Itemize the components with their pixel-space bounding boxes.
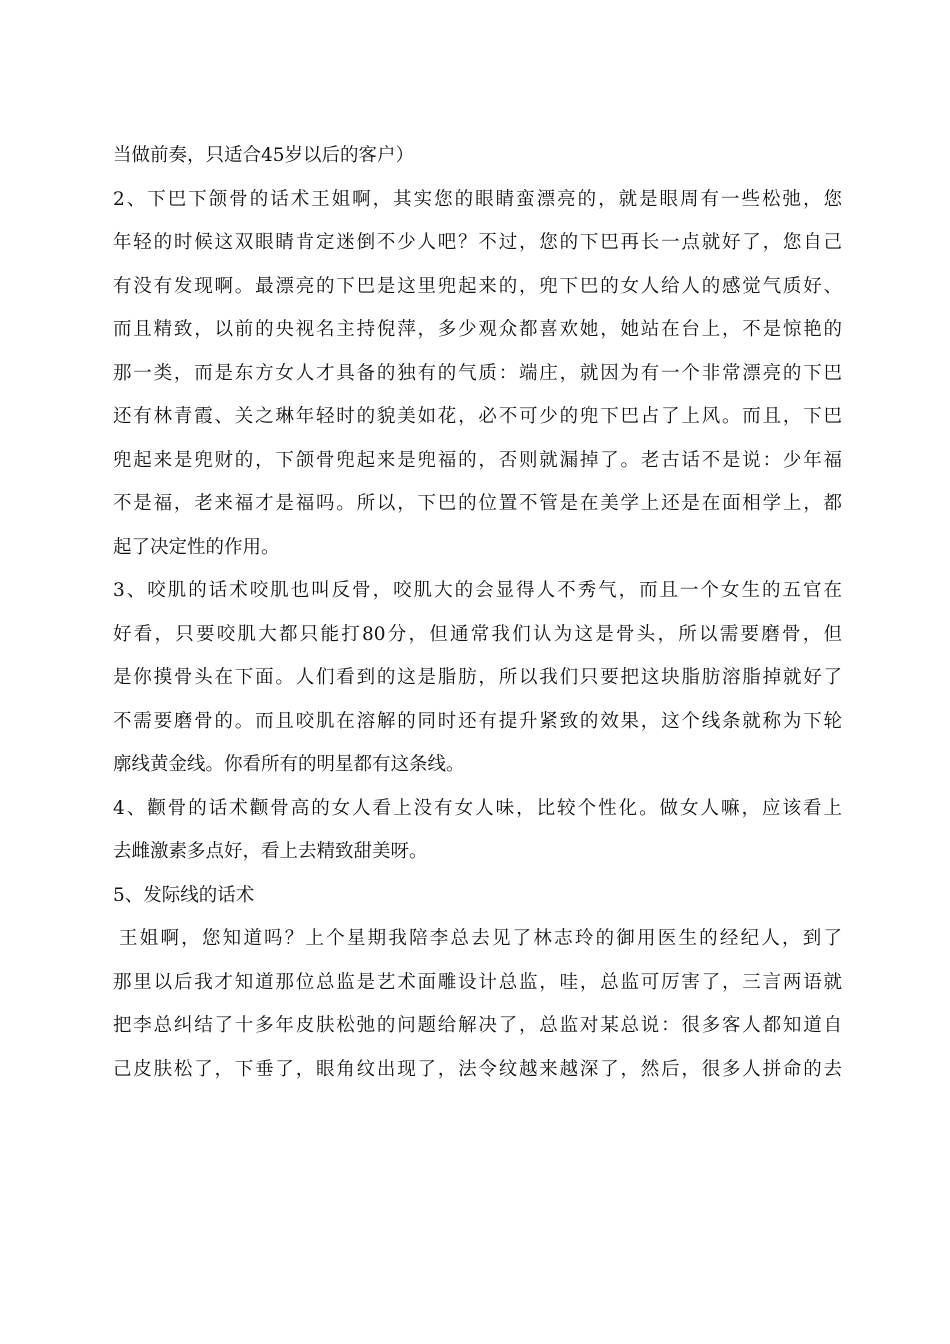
text-line: 年轻的时候这双眼睛肯定迷倒不少人吧？不过，您的下巴再长一点就好了，您自己	[113, 232, 842, 253]
text-line: 不是福，老来福才是福吗。所以，下巴的位置不管是在美学上还是在面相学上，都	[113, 493, 842, 514]
text-line: 兜起来是兜财的，下颌骨兜起来是兜福的，否则就漏掉了。老古话不是说：少年福	[113, 449, 842, 471]
text-line: 当做前奏，只适合45岁以后的客户）	[113, 145, 415, 166]
text-line: 4、颧骨的话术颧骨高的女人看上没有女人味，比较个性化。做女人嘛，应该看上	[113, 797, 842, 819]
text-line: 那一类，而是东方女人才具备的独有的气质：端庄，就因为有一个非常漂亮的下巴	[113, 362, 842, 384]
text-line: 是你摸骨头在下面。人们看到的这是脂肪，所以我们只要把这块脂肪溶脂掉就好了	[113, 667, 842, 688]
text-line: 去雌激素多点好，看上去精致甜美呀。	[113, 841, 428, 862]
text-line: 起了决定性的作用。	[113, 536, 280, 558]
text-line: 5、发际线的话术	[113, 884, 255, 906]
text-line: 而且精致，以前的央视名主持倪萍，多少观众都喜欢她，她站在台上，不是惊艳的	[113, 319, 842, 340]
text-line: 还有林青霞、关之琳年轻时的貌美如花，必不可少的兜下巴占了上风。而且，下巴	[113, 406, 842, 427]
text-line: 3、咬肌的话术咬肌也叫反骨，咬肌大的会显得人不秀气，而且一个女生的五官在	[113, 580, 842, 601]
text-line: 2、下巴下颌骨的话术王姐啊，其实您的眼睛蛮漂亮的，就是眼周有一些松弛，您	[113, 188, 842, 210]
text-line: 那里以后我才知道那位总监是艺术面雕设计总监，哇，总监可厉害了，三言两语就	[113, 971, 842, 993]
text-line: 把李总纠结了十多年皮肤松弛的问题给解决了，总监对某总说：很多客人都知道自	[113, 1015, 842, 1036]
text-line: 王姐啊，您知道吗？上个星期我陪李总去见了林志玲的御用医生的经纪人，到了	[119, 928, 842, 949]
text-line: 廓线黄金线。你看所有的明星都有这条线。	[113, 754, 465, 775]
text-line: 好看，只要咬肌大都只能打80分，但通常我们认为这是骨头，所以需要磨骨，但	[113, 623, 842, 645]
text-line: 不需要磨骨的。而且咬肌在溶解的同时还有提升紧致的效果，这个线条就称为下轮	[113, 710, 842, 732]
text-line: 己皮肤松了，下垂了，眼角纹出现了，法令纹越来越深了，然后，很多人拼命的去	[113, 1058, 842, 1080]
text-line: 有没有发现啊。最漂亮的下巴是这里兜起来的，兜下巴的女人给人的感觉气质好、	[113, 275, 842, 297]
